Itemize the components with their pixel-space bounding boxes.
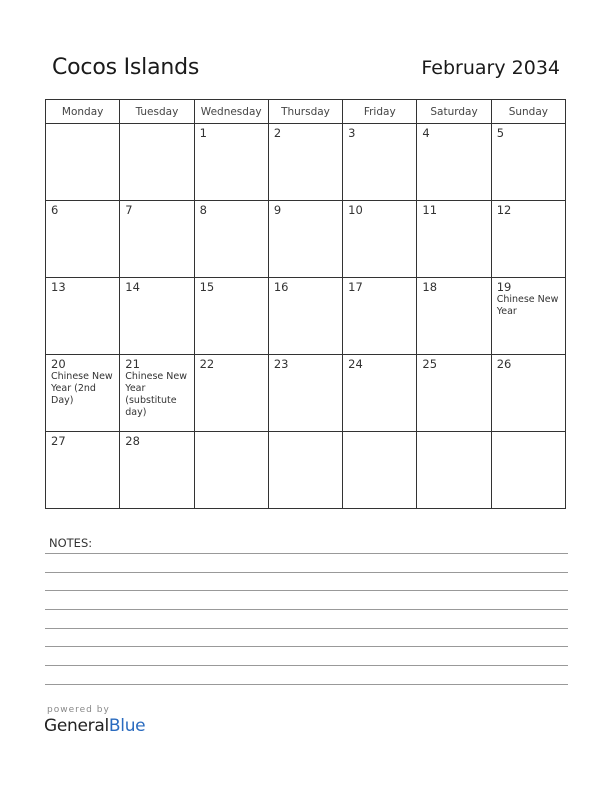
calendar-day-cell[interactable] <box>491 432 565 509</box>
weekday-wednesday: Wednesday <box>194 100 268 124</box>
calendar-day-cell[interactable] <box>343 278 417 355</box>
calendar-day-cell[interactable] <box>417 278 491 355</box>
day-number: 18 <box>422 280 438 294</box>
day-number: 9 <box>273 203 282 217</box>
day-number: 20 <box>51 357 66 371</box>
calendar-day-cell[interactable] <box>194 432 268 509</box>
day-number: 12 <box>496 203 512 217</box>
day-number: 17 <box>348 280 363 294</box>
calendar-week-row <box>46 201 566 278</box>
calendar-day-cell[interactable] <box>268 278 342 355</box>
day-number: 3 <box>348 126 356 140</box>
calendar-day-cell[interactable] <box>46 278 120 355</box>
day-number: 24 <box>348 357 363 371</box>
calendar-day-cell[interactable] <box>417 432 491 509</box>
calendar-day-cell[interactable] <box>491 355 565 432</box>
brand-general: General <box>44 716 109 736</box>
calendar-day-cell[interactable] <box>343 355 417 432</box>
day-number: 25 <box>422 357 438 371</box>
calendar-day-cell[interactable] <box>343 124 417 201</box>
notes-line <box>45 572 568 573</box>
calendar-day-cell[interactable] <box>491 201 565 278</box>
weekday-monday: Monday <box>46 100 120 124</box>
day-number: 8 <box>199 203 207 217</box>
weekday-sunday: Sunday <box>491 100 565 124</box>
weekday-friday: Friday <box>343 100 417 124</box>
notes-line <box>45 684 568 685</box>
calendar-day-cell[interactable] <box>46 432 120 509</box>
calendar-day-cell[interactable] <box>194 201 268 278</box>
day-number: 19 <box>496 280 512 294</box>
calendar-day-cell[interactable] <box>120 355 194 432</box>
calendar-week-row <box>46 355 566 432</box>
day-number: 4 <box>422 126 430 140</box>
day-number: 15 <box>199 280 215 294</box>
calendar-day-cell[interactable] <box>268 355 342 432</box>
day-number: 28 <box>125 434 140 448</box>
notes-label: NOTES: <box>49 536 93 550</box>
month-title: February 2034 <box>421 57 560 79</box>
calendar-day-cell[interactable] <box>268 432 342 509</box>
holiday-label: Chinese New Year (2nd Day) <box>51 371 113 406</box>
calendar-day-cell[interactable] <box>194 124 268 201</box>
calendar-day-cell[interactable] <box>491 278 565 355</box>
calendar-day-cell[interactable] <box>417 124 491 201</box>
day-number: 7 <box>125 203 133 217</box>
brand-blue: Blue <box>108 716 146 736</box>
calendar-day-cell[interactable] <box>120 432 194 509</box>
holiday-label: Chinese New Year <box>496 294 559 317</box>
calendar-day-cell[interactable] <box>46 201 120 278</box>
calendar-grid <box>45 99 566 509</box>
calendar-day-cell[interactable] <box>46 124 120 201</box>
day-number: 5 <box>496 126 505 140</box>
country-title: Cocos Islands <box>52 55 200 80</box>
day-number: 13 <box>51 280 66 294</box>
calendar-week-row <box>46 278 566 355</box>
notes-line <box>45 590 568 591</box>
calendar-week-row <box>46 432 566 509</box>
calendar-day-cell[interactable] <box>343 201 417 278</box>
generalblue-logo[interactable] <box>44 716 145 736</box>
day-number: 6 <box>51 203 59 217</box>
day-number: 1 <box>199 126 207 140</box>
notes-line <box>45 646 568 647</box>
calendar-day-cell[interactable] <box>120 278 194 355</box>
day-number: 27 <box>51 434 66 448</box>
notes-line <box>45 553 568 554</box>
notes-line <box>45 628 568 629</box>
weekday-saturday: Saturday <box>417 100 491 124</box>
calendar-day-cell[interactable] <box>491 124 565 201</box>
day-number: 26 <box>496 357 512 371</box>
notes-line <box>45 665 568 666</box>
day-number: 10 <box>348 203 363 217</box>
calendar-day-cell[interactable] <box>194 278 268 355</box>
day-number: 22 <box>199 357 215 371</box>
calendar-day-cell[interactable] <box>194 355 268 432</box>
calendar-day-cell[interactable] <box>417 355 491 432</box>
weekday-thursday: Thursday <box>268 100 342 124</box>
weekday-tuesday: Tuesday <box>120 100 194 124</box>
day-number: 2 <box>273 126 282 140</box>
notes-line <box>45 609 568 610</box>
weekday-header-row <box>46 100 566 124</box>
day-number: 16 <box>273 280 289 294</box>
holiday-label: Chinese New Year (substitute day) <box>125 371 187 418</box>
powered-by-text: powered by <box>47 705 110 715</box>
day-number: 11 <box>422 203 438 217</box>
calendar-day-cell[interactable] <box>417 201 491 278</box>
calendar-day-cell[interactable] <box>268 124 342 201</box>
calendar-week-row <box>46 124 566 201</box>
calendar-day-cell[interactable] <box>268 201 342 278</box>
day-number: 14 <box>125 280 140 294</box>
calendar-day-cell[interactable] <box>120 201 194 278</box>
calendar-day-cell[interactable] <box>343 432 417 509</box>
calendar-day-cell[interactable] <box>120 124 194 201</box>
day-number: 21 <box>125 357 140 371</box>
day-number: 23 <box>273 357 289 371</box>
calendar-day-cell[interactable] <box>46 355 120 432</box>
